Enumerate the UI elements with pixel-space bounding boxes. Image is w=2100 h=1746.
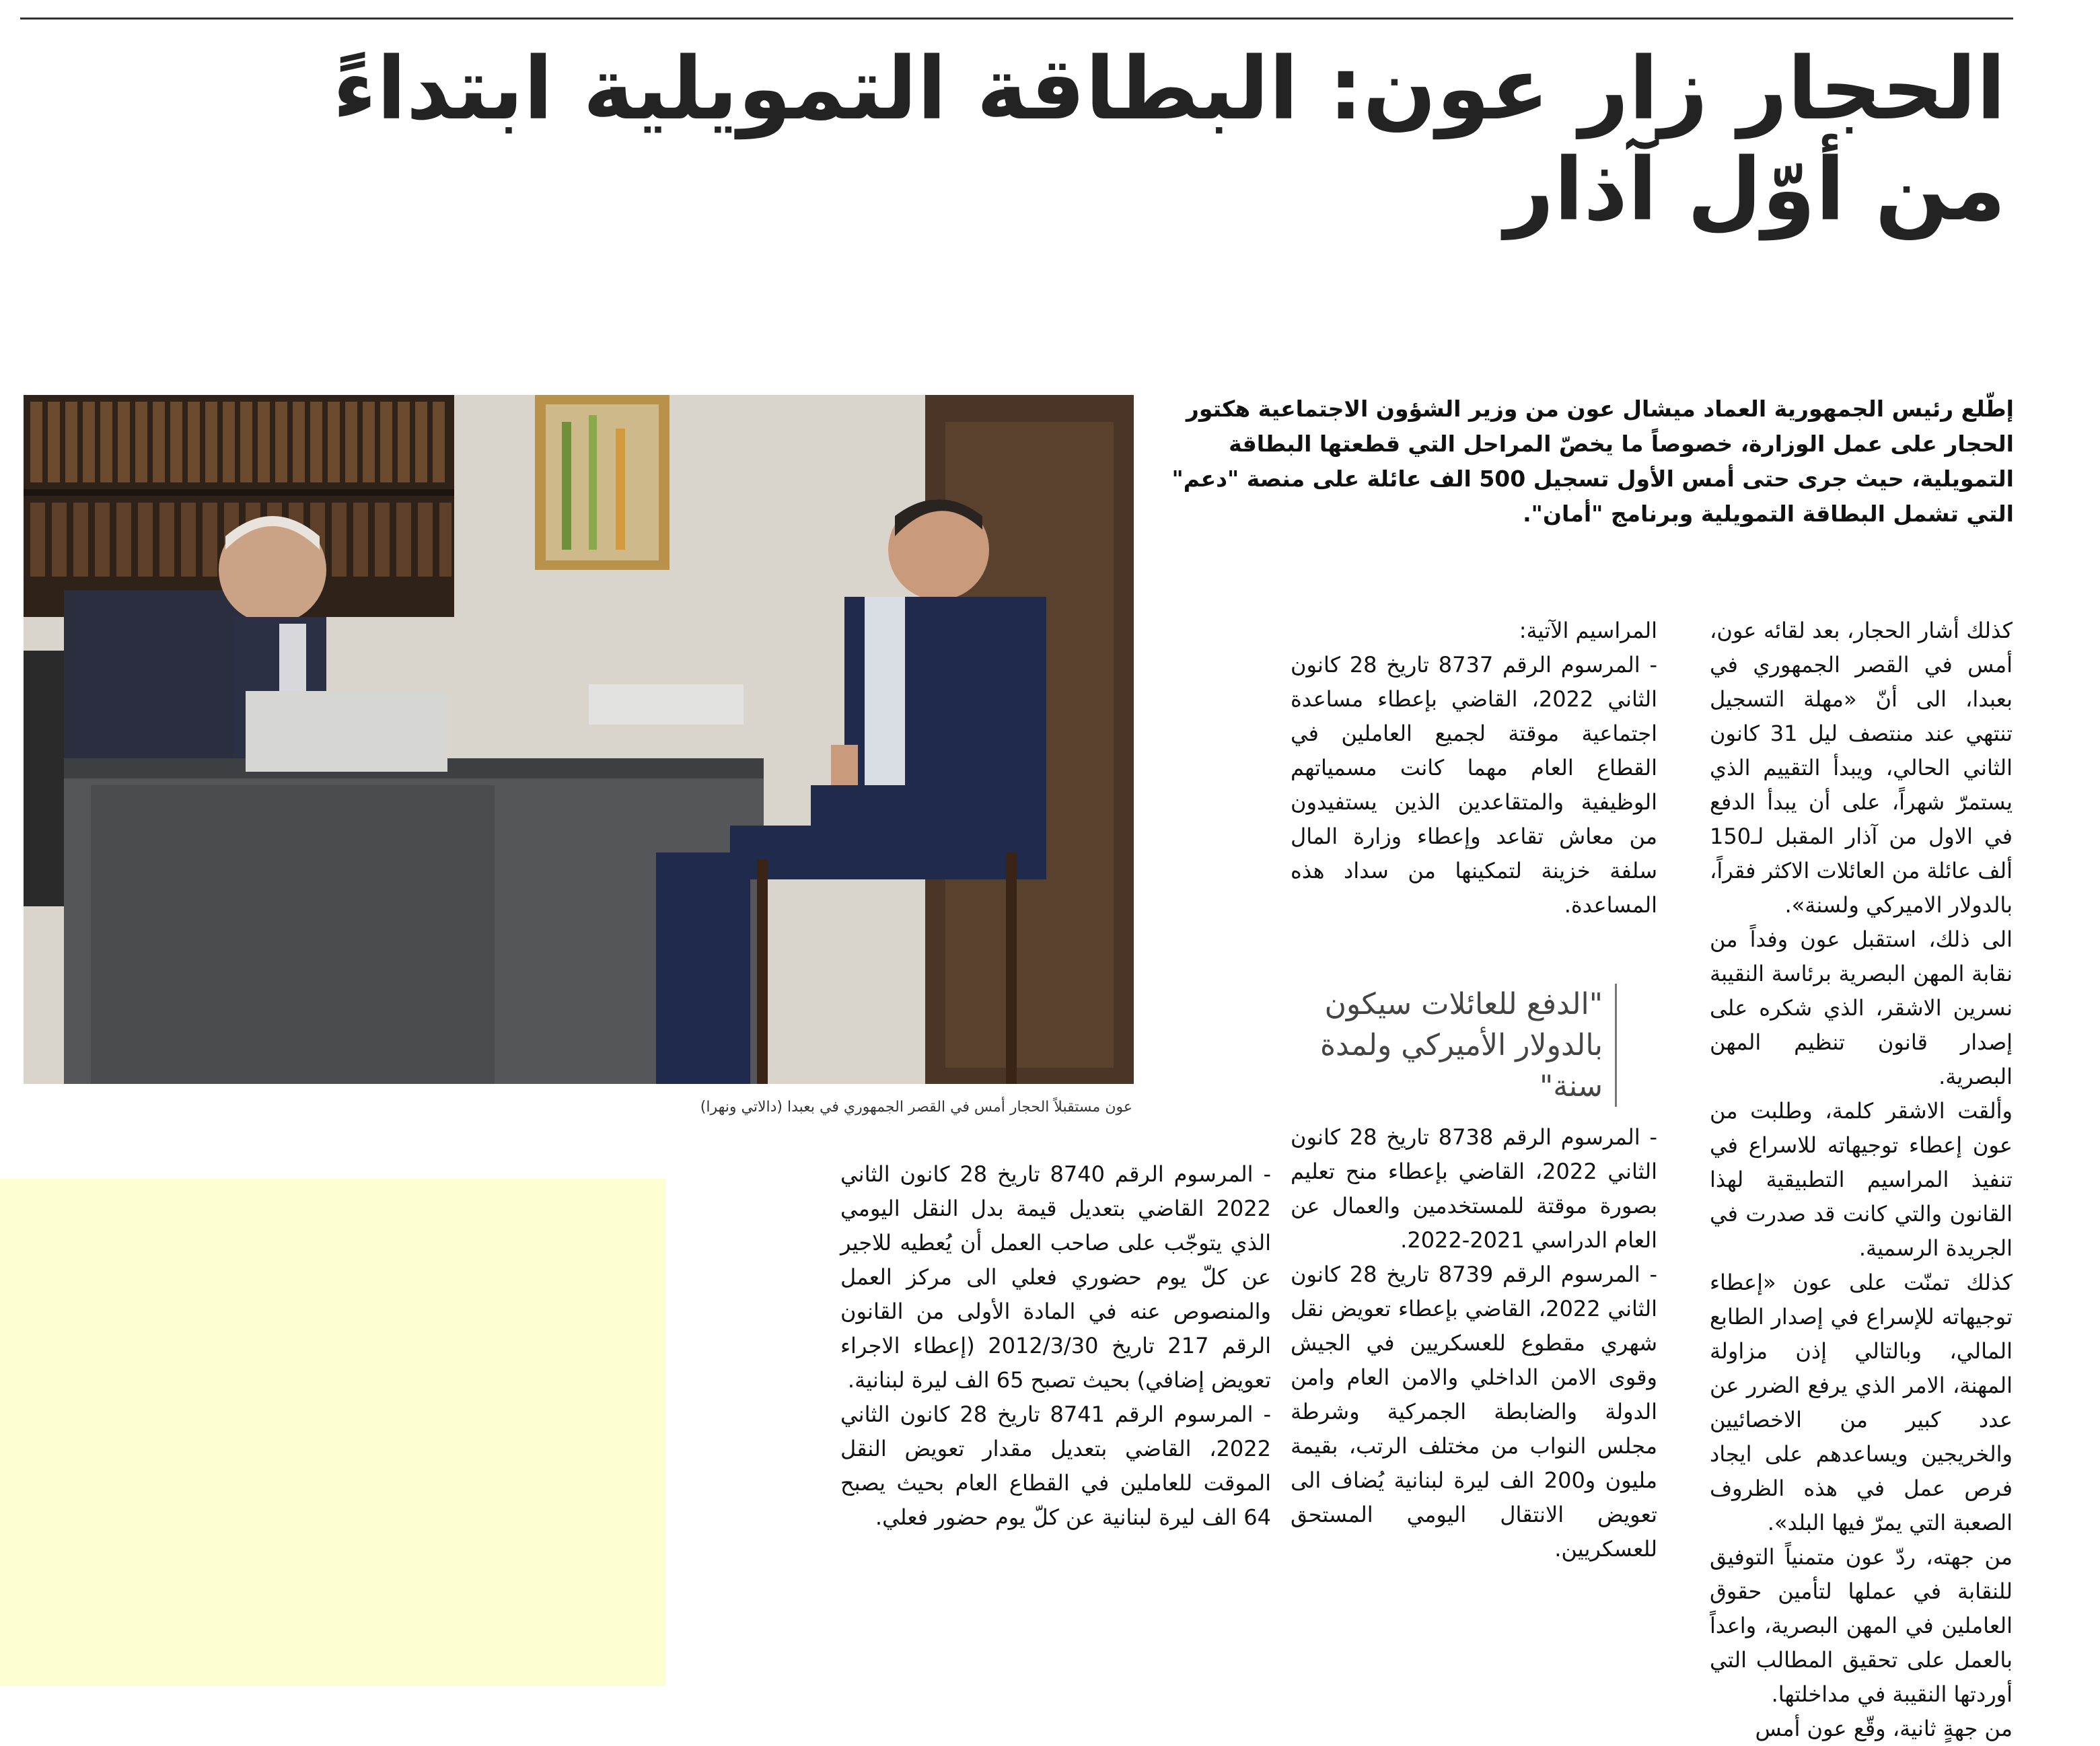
headline: الحجار زار عون: البطاقة التمويلية ابتداءً من أوّل آذار bbox=[332, 39, 2006, 240]
column-right bbox=[1710, 614, 2013, 1741]
column-left bbox=[840, 1157, 1271, 1535]
paragraph: من جهته، ردّ عون متمنياً التوفيق للنقابة في عملها لتأمين حقوق العاملين في المهن البصرية، واعداً بالعمل على تحقيق المطالب التي أوردتها النقيبة في مداخلتها. bbox=[1710, 1544, 2013, 1707]
paragraph: - المرسوم الرقم 8739 تاريخ 28 كانون الثاني 2022، القاضي بإعطاء تعويض نقل شهري مقطوع للعسكريين في الجيش وقوى الامن الداخلي والامن العام وامن الدولة والضابطة الجمركية وشرطة مجلس النواب من مختلف الرتب، بقيمة مليون و200 الف ليرة لبنانية يُضاف الى تعويض الانتقال اليومي المستحق للعسكريين. bbox=[1291, 1262, 1658, 1562]
lead-paragraph: إطّلع رئيس الجمهورية العماد ميشال عون من وزير الشؤون الاجتماعية هكتور الحجار على عمل الوزارة، خصوصاً ما يخصّ المراحل التي قطعتها البطاقة التمويلية، حيث جرى حتى أمس الأول تسجيل 500 الف عائلة على منصة "دعم" التي تشمل البطاقة التمويلية وبرنامج "أمان". bbox=[1171, 396, 2014, 527]
photo-caption: عون مستقبلاً الحجار أمس في القصر الجمهوري في بعبدا (دالاتي ونهرا) bbox=[700, 1099, 1132, 1116]
column-middle-top bbox=[1291, 614, 1657, 922]
column-middle-bottom bbox=[1291, 1120, 1657, 1566]
paragraph: وألقت الاشقر كلمة، وطلبت من عون إعطاء توجيهاته للاسراع في تنفيذ المراسيم التطبيقية لهذا القانون والتي كانت قد صدرت في الجريدة الرسمية. bbox=[1710, 1098, 2013, 1261]
pull-quote: "الدفع للعائلات سيكون بالدولار الأميركي ولمدة سنة" bbox=[1273, 984, 1617, 1107]
paragraph: الى ذلك، استقبل عون وفداً من نقابة المهن البصرية برئاسة النقيبة نسرين الاشقر، الذي شكره على إصدار قانون تنظيم المهن البصرية. bbox=[1710, 926, 2013, 1089]
paragraph: - المرسوم الرقم 8741 تاريخ 28 كانون الثاني 2022، القاضي بتعديل مقدار تعويض النقل الموقت للعاملين في القطاع العام بحيث يصبح 64 الف ليرة لبنانية عن كلّ يوم حضور فعلي. bbox=[840, 1402, 1271, 1530]
paragraph: - المرسوم الرقم 8740 تاريخ 28 كانون الثاني 2022 القاضي بتعديل قيمة بدل النقل اليومي الذي يتوجّب على صاحب العمل أن يُعطيه للاجير عن كلّ يوم حضوري فعلي الى مركز العمل والمنصوص عنه في المادة الأولى من القانون الرقم 217 تاريخ 2012/3/30 (إعطاء الاجراء تعويض إضافي) بحيث تصبح 65 الف ليرة لبنانية. bbox=[840, 1161, 1272, 1393]
paragraph: كذلك أشار الحجار، بعد لقائه عون، أمس في القصر الجمهوري في بعبدا، الى أنّ «مهلة التسجيل تنتهي عند منتصف ليل 31 كانون الثاني الحالي، ويبدأ التقييم الذي يستمرّ شهراً، على أن يبدأ الدفع في الاول من آذار المقبل لـ150 ألف عائلة من العائلات الاكثر فقراً، بالدولار الاميركي ولسنة». bbox=[1710, 618, 2013, 918]
article-photo bbox=[24, 395, 1134, 1084]
paragraph: من جهةٍ ثانية، وقّع عون أمس bbox=[1755, 1716, 2013, 1741]
paragraph: - المرسوم الرقم 8738 تاريخ 28 كانون الثاني 2022، القاضي بإعطاء منح تعليم بصورة موقتة للمستخدمين والعمال عن العام الدراسي 2021-2022. bbox=[1291, 1124, 1658, 1253]
top-rule bbox=[20, 17, 2013, 20]
paragraph: - المرسوم الرقم 8737 تاريخ 28 كانون الثاني 2022، القاضي بإعطاء مساعدة اجتماعية موقتة لجميع العاملين في القطاع العام مهما كانت مسمياتهم الوظيفية والمتقاعدين الذين يستفيدون من معاش تقاعد وإعطاء وزارة المال سلفة خزينة لتمكينها من سداد هذه المساعدة. bbox=[1291, 652, 1658, 918]
paragraph: كذلك تمنّت على عون «إعطاء توجيهاته للإسراع في إصدار الطابع المالي، وبالتالي إذن مزاولة المهنة، الامر الذي يرفع الضرر عن عدد كبير من الاخصائيين والخريجين ويساعدهم على ايجاد فرص عمل في هذه الظروف الصعبة التي يمرّ فيها البلد». bbox=[1710, 1270, 2013, 1535]
paragraph: المراسيم الآتية: bbox=[1519, 618, 1657, 643]
advertisement-placeholder bbox=[0, 1179, 666, 1686]
